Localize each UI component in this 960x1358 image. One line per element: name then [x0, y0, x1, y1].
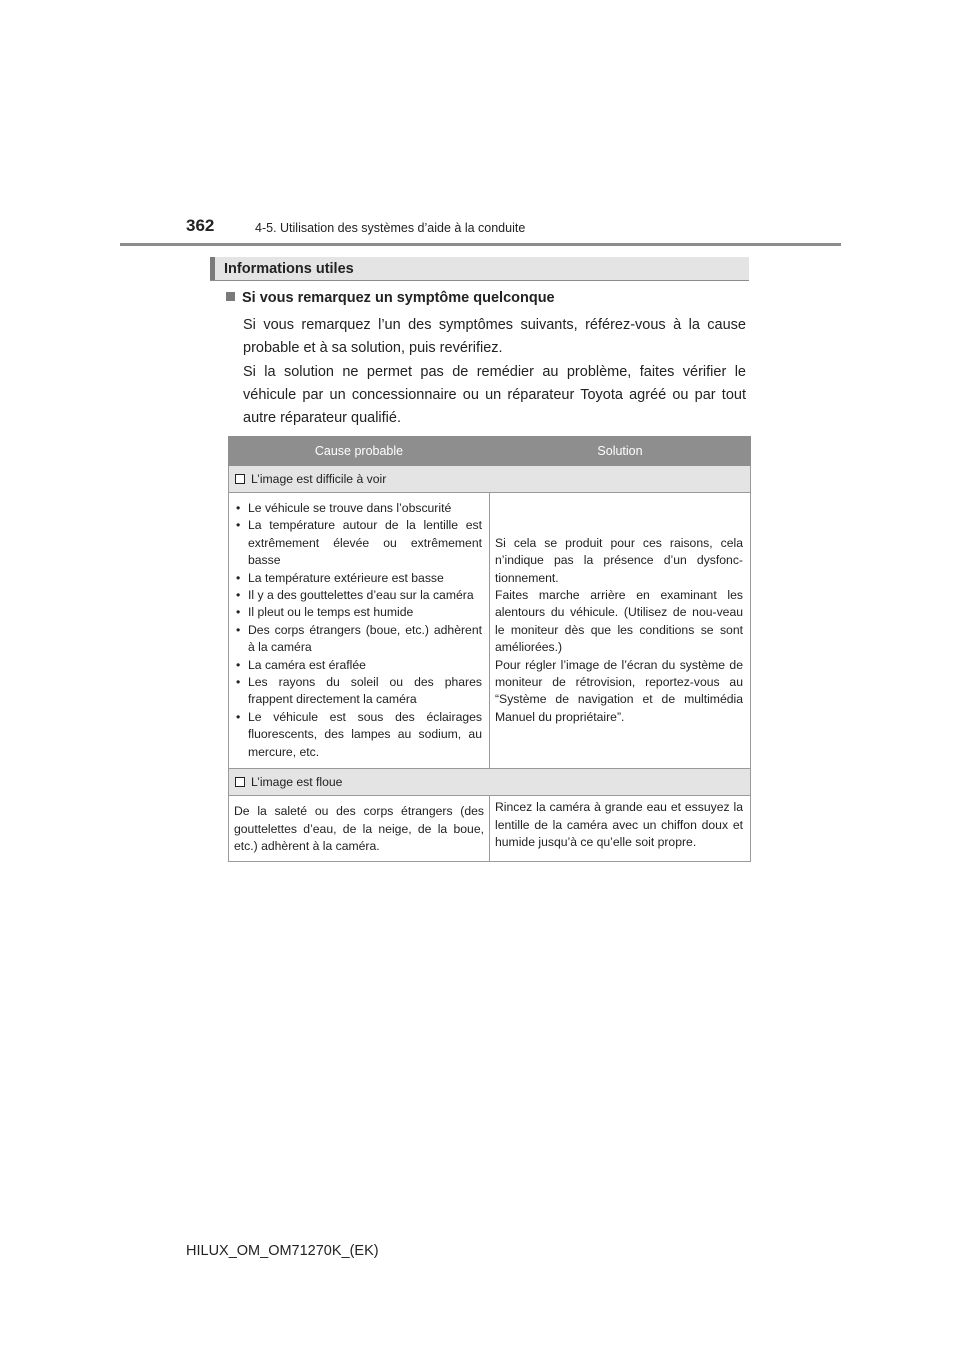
checkbox-icon — [235, 474, 245, 484]
page-number: 362 — [186, 216, 215, 235]
list-item: • Le véhicule se trouve dans l’obscurité — [235, 500, 482, 517]
intro-paragraph: Si vous remarquez l’un des symptômes suivants, référez-vous à la cause probable et à sa solution, puis revérifiez. — [243, 317, 746, 356]
troubleshooting-table — [228, 436, 751, 862]
symptom-text: L’image est floue — [251, 775, 343, 790]
list-item: • Le véhicule est sous des éclairages fluorescents, des lampes au sodium, au mercure, etc. — [235, 709, 482, 761]
solution-cell: Rincez la caméra à grande eau et essuyez la lentille de la caméra avec un chiffon doux et humide jusqu’à ce qu’elle soit propre. — [490, 796, 751, 862]
list-item: • Des corps étrangers (boue, etc.) adhèrent à la caméra — [235, 622, 482, 657]
section-path: 4-5. Utilisation des systèmes d’aide à la conduite — [255, 221, 526, 235]
list-item: • La caméra est éraflée — [235, 657, 482, 674]
causes-list — [230, 494, 488, 767]
footer-document-id: HILUX_OM_OM71270K_(EK) — [186, 1243, 379, 1259]
list-item: • Il pleut ou le temps est humide — [235, 604, 482, 621]
table-row — [229, 493, 751, 769]
list-item: • Il y a des gouttelettes d’eau sur la caméra — [235, 587, 482, 604]
symptom-row — [229, 466, 751, 493]
header-solution: Solution — [490, 437, 751, 466]
subheading-text: Si vous remarquez un symptôme quelconque — [242, 290, 555, 306]
section-marker-bar — [210, 257, 215, 280]
square-bullet-icon — [226, 292, 235, 301]
symptom-text: L’image est difficile à voir — [251, 472, 387, 486]
list-item: • Les rayons du soleil ou des phares frappent directement la caméra — [235, 674, 482, 709]
info-section-title: Informations utiles — [224, 261, 354, 277]
table-row — [229, 796, 751, 862]
list-item: • La température extérieure est basse — [235, 570, 482, 587]
solution-cell — [490, 493, 751, 769]
header-cause: Cause probable — [229, 437, 490, 466]
info-section-header — [210, 257, 749, 281]
dealer-paragraph: Si la solution ne permet pas de remédier au problème, faites vérifier le véhicule par un concessionnaire ou un réparateur Toyota agréé ou par tout autre réparateur qualifié. — [243, 364, 746, 426]
cause-cell: De la saleté ou des corps étrangers (des gouttelettes d’eau, de la neige, de la boue, etc.) adhèrent à la caméra. — [229, 796, 490, 862]
symptom-cell — [229, 466, 751, 493]
table-header-row — [229, 437, 751, 466]
checkbox-icon — [235, 777, 245, 787]
symptom-cell — [229, 769, 751, 796]
causes-cell — [229, 493, 490, 769]
solution-text: Si cela se produit pour ces raisons, cela n’indique pas la présence d’un dysfonc-tionnement. Faites marche arrière en examinant les alentours du véhicule. (Utilisez de nou-veau le moniteur dès que les conditions se sont améliorées.) Pour régler l’image de l’écran du système de moniteur de rétrovision, reportez-vous au “Système de navigation et de multimédia Manuel du propriétaire”. — [495, 535, 743, 724]
header-rule — [120, 243, 841, 246]
subheading — [226, 290, 555, 306]
symptom-row — [229, 769, 751, 796]
list-item: • La température autour de la lentille est extrêmement élevée ou extrêmement basse — [235, 517, 482, 569]
